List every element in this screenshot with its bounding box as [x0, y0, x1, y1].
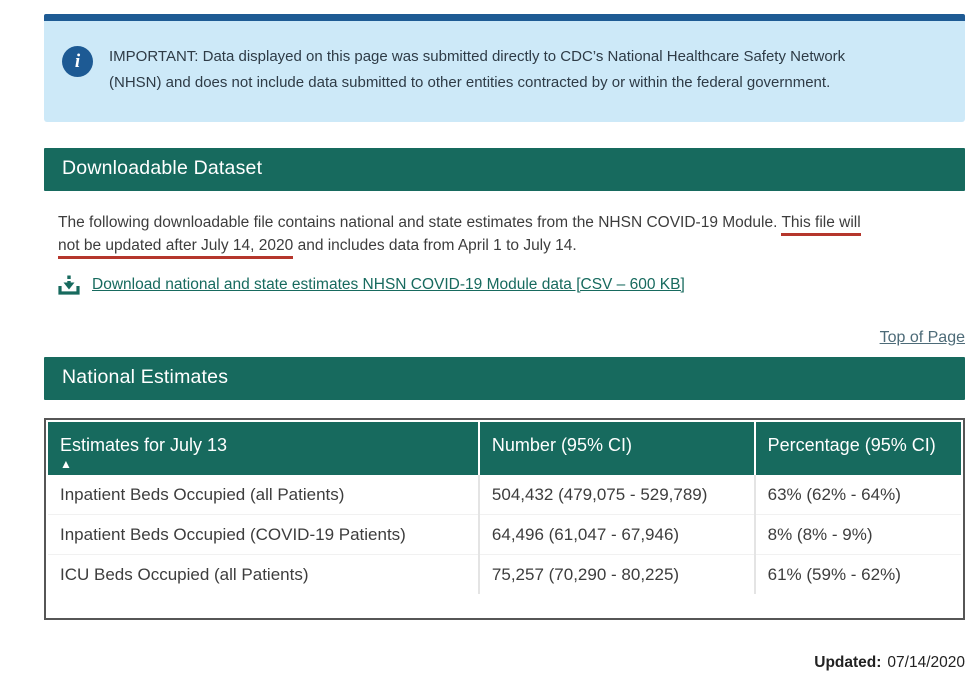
row-label: Inpatient Beds Occupied (COVID-19 Patients)	[48, 515, 479, 555]
banner-text-line2: (NHSN) and does not include data submitted to other entities contracted by or within the federal government.	[109, 74, 831, 91]
dataset-description	[58, 211, 965, 257]
top-of-page-link[interactable]: Top of Page	[879, 329, 965, 346]
row-percentage: 61% (59% - 62%)	[755, 555, 961, 595]
red-underlined-text-part1: This file will	[781, 214, 860, 236]
national-estimates-table	[48, 422, 961, 594]
row-label: Inpatient Beds Occupied (all Patients)	[60, 485, 345, 504]
column-header-number-label: Number (95% CI)	[491, 435, 632, 455]
column-header-percentage-label: Percentage (95% CI)	[767, 435, 936, 455]
info-icon	[62, 46, 93, 77]
top-of-page-row	[44, 329, 965, 347]
updated-label: Updated:	[814, 654, 882, 671]
row-number: 64,496 (61,047 - 67,946)	[479, 515, 755, 555]
banner-text-line1: IMPORTANT: Data displayed on this page was submitted directly to CDC’s National Healthcare Safety Network	[109, 48, 846, 65]
dataset-description-seg2: and includes data from April 1 to July 14.	[293, 237, 577, 254]
info-icon-glyph: i	[74, 50, 81, 72]
updated-row	[44, 654, 965, 672]
important-banner-text	[109, 44, 845, 96]
important-info-banner	[44, 14, 965, 122]
downloadable-dataset-heading: Downloadable Dataset	[44, 148, 965, 191]
updated-date: 07/14/2020	[887, 654, 965, 671]
column-header-estimates[interactable]	[48, 422, 479, 475]
table-row	[48, 515, 961, 555]
page-content	[44, 14, 965, 672]
dataset-description-seg1: The following downloadable file contains national and state estimates from the NHSN COVID-19 Module.	[58, 214, 782, 231]
row-label: ICU Beds Occupied (all Patients)	[48, 555, 479, 595]
column-header-estimates-label: Estimates for July 13	[60, 435, 228, 455]
sort-ascending-icon[interactable]: ▲	[60, 457, 72, 471]
download-icon	[58, 274, 80, 296]
national-estimates-heading: National Estimates	[44, 357, 965, 400]
download-row	[58, 274, 965, 296]
row-percentage: 8% (8% - 9%)	[755, 515, 961, 555]
download-csv-link[interactable]: Download national and state estimates NHSN COVID-19 Module data [CSV – 600 KB]	[92, 276, 685, 293]
row-number: 75,257 (70,290 - 80,225)	[479, 555, 755, 595]
red-underlined-text-part2: not be updated after July 14, 2020	[58, 237, 293, 259]
column-header-percentage[interactable]	[755, 422, 961, 475]
table-row	[48, 475, 961, 515]
column-header-number[interactable]	[479, 422, 755, 475]
row-percentage: 63% (62% - 64%)	[755, 475, 961, 515]
row-number: 504,432 (479,075 - 529,789)	[479, 475, 755, 515]
table-row	[48, 555, 961, 595]
national-estimates-table-frame	[44, 418, 965, 620]
table-header-row	[48, 422, 961, 475]
